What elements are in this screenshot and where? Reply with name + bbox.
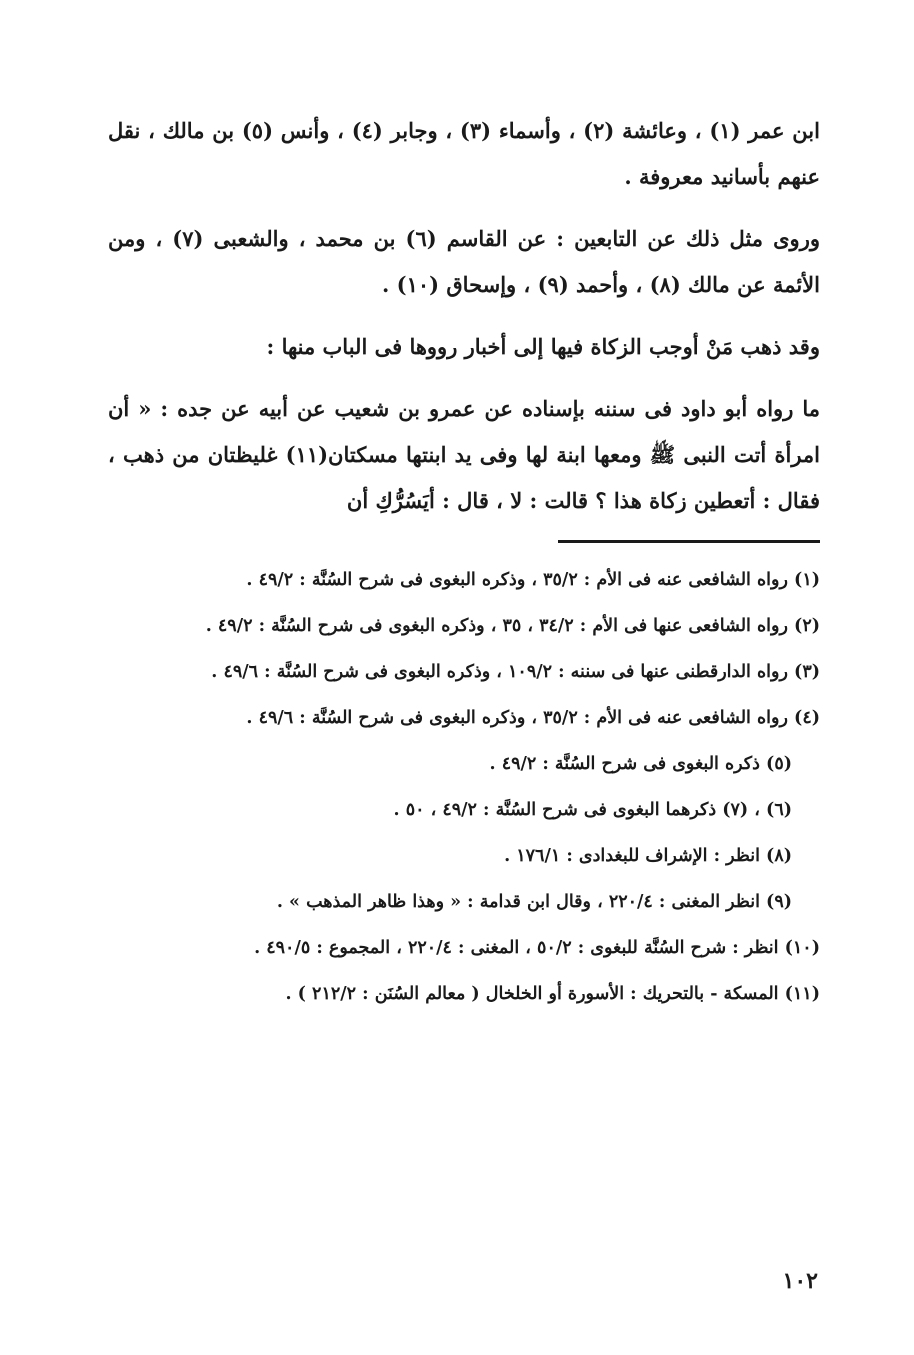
footnote-2: (٢) رواه الشافعى عنها فى الأم : ٣٤/٢ ، ٣٥ ، وذكره البغوى فى شرح السُنَّة : ٤٩/٢ . (205, 616, 820, 636)
page-content (108, 108, 820, 1021)
footnote-3: (٣) رواه الدارقطنى عنها فى سننه : ١٠٩/٢ ، وذكره البغوى فى شرح السُنَّة : ٤٩/٦ . (211, 662, 820, 682)
footnotes (108, 561, 820, 1013)
footnote-5: (٥) ذكره البغوى فى شرح السُنَّة : ٤٩/٢ . (489, 754, 792, 774)
paragraph-2: وروى مثل ذلك عن التابعين : عن القاسم (٦) بن محمد ، والشعبى (٧) ، ومن الأئمة عن مالك (٨) ، وأحمد (٩) ، وإسحاق (١٠) . (108, 226, 820, 297)
footnote-8: (٨) انظر : الإشراف للبغدادى : ١٧٦/١ . (504, 846, 792, 866)
paragraph-1: ابن عمر (١) ، وعائشة (٢) ، وأسماء (٣) ، وجابر (٤) ، وأنس (٥) بن مالك ، نقل عنهم بأسانيد معروفة . (108, 118, 820, 189)
main-text (108, 108, 820, 524)
page-number: ١٠٢ (782, 1268, 818, 1294)
footnote-9: (٩) انظر المغنى : ٢٢٠/٤ ، وقال ابن قدامة : « وهذا ظاهر المذهب » . (276, 892, 792, 912)
footnote-10: (١٠) انظر : شرح السُنَّة للبغوى : ٥٠/٢ ، المغنى : ٢٢٠/٤ ، المجموع : ٤٩٠/٥ . (254, 938, 820, 958)
footnote-4: (٤) رواه الشافعى عنه فى الأم : ٣٥/٢ ، وذكره البغوى فى شرح السُنَّة : ٤٩/٦ . (246, 708, 820, 728)
footnote-11: (١١) المسكة - بالتحريك : الأسورة أو الخلخال ( معالم السُنَن : ٢١٢/٢ ) . (285, 984, 820, 1004)
footnote-1: (١) رواه الشافعى عنه فى الأم : ٣٥/٢ ، وذكره البغوى فى شرح السُنَّة : ٤٩/٢ . (246, 570, 820, 590)
footnote-6-7: (٦) ، (٧) ذكرهما البغوى فى شرح السُنَّة : ٤٩/٢ ، ٥٠ . (393, 800, 792, 820)
paragraph-3: وقد ذهب مَنْ أوجب الزكاة فيها إلى أخبار رووها فى الباب منها : (266, 334, 820, 359)
footnote-divider (558, 540, 820, 543)
paragraph-4: ما رواه أبو داود فى سننه بإسناده عن عمرو بن شعيب عن أبيه عن جده : « أن امرأة أتت النبى ﷺ ومعها ابنة لها وفى يد ابنتها مسكتان(١١) غليظتان من ذهب ، فقال : أتعطين زكاة هذا ؟ قالت : لا ، قال : أيَسُرُّكِ أن (108, 396, 820, 513)
